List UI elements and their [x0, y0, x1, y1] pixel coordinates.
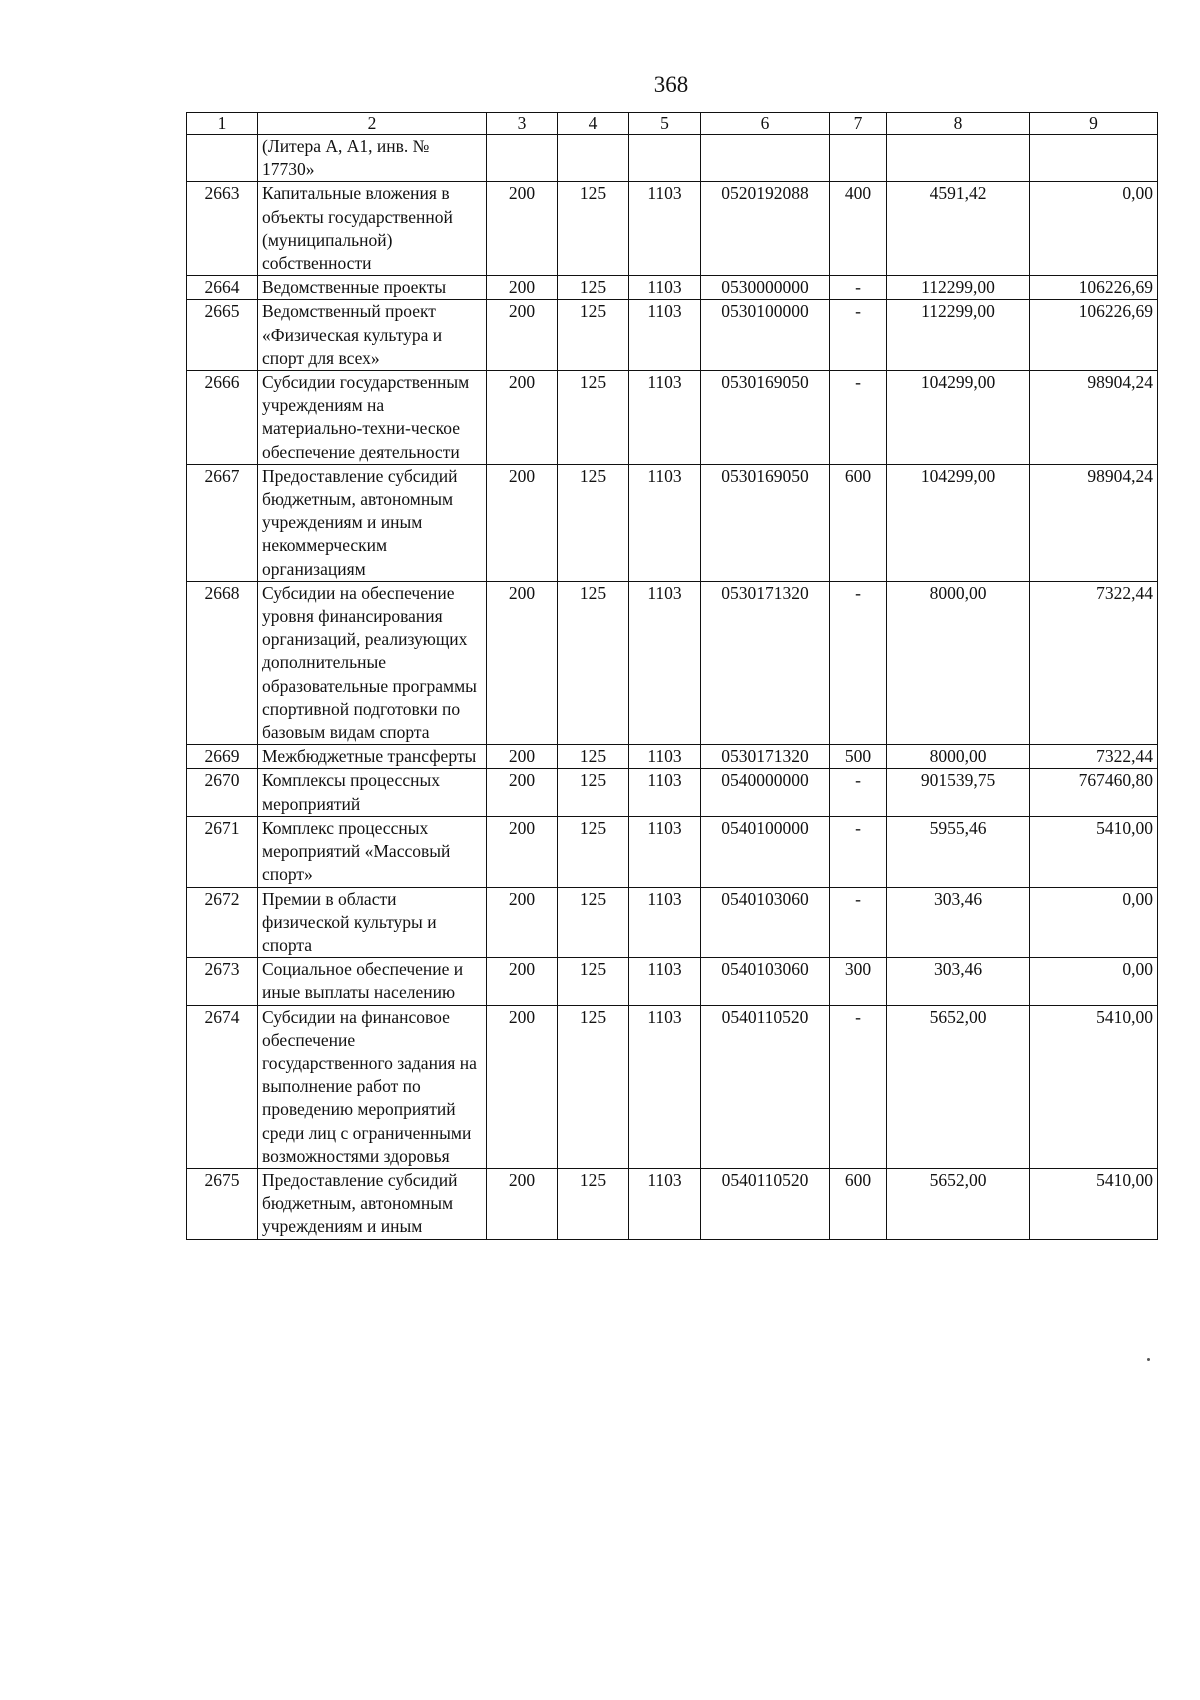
cell-col6: 0540000000 [701, 769, 830, 816]
cell-col9-amount: 98904,24 [1030, 464, 1158, 581]
row-number: 2668 [187, 581, 258, 744]
cell-col7: 600 [830, 1168, 887, 1239]
row-number: 2664 [187, 276, 258, 300]
cell-col7: - [830, 581, 887, 744]
cell-col6: 0530171320 [701, 745, 830, 769]
cell-col5: 1103 [629, 769, 701, 816]
row-number [187, 135, 258, 182]
cell-col5: 1103 [629, 581, 701, 744]
cell-col5: 1103 [629, 276, 701, 300]
cell-col8-amount: 104299,00 [887, 464, 1030, 581]
cell-col5: 1103 [629, 745, 701, 769]
col-header-5: 5 [629, 113, 701, 135]
row-number: 2669 [187, 745, 258, 769]
cell-col8-amount: 104299,00 [887, 371, 1030, 465]
cell-col6: 0540103060 [701, 887, 830, 958]
row-name: Капитальные вложения в объекты государственной (муниципальной) собственности [258, 182, 487, 276]
cell-col8-amount [887, 135, 1030, 182]
cell-col6: 0530171320 [701, 581, 830, 744]
row-name: Субсидии на финансовое обеспечение государственного задания на выполнение работ по проведению мероприятий среди лиц с ограниченными возможностями здоровья [258, 1005, 487, 1168]
cell-col5: 1103 [629, 1168, 701, 1239]
row-number: 2673 [187, 958, 258, 1005]
cell-col5: 1103 [629, 464, 701, 581]
cell-col9-amount: 7322,44 [1030, 581, 1158, 744]
col-header-1: 1 [187, 113, 258, 135]
table-row [187, 464, 1158, 581]
cell-col9-amount: 767460,80 [1030, 769, 1158, 816]
cell-col8-amount: 5955,46 [887, 816, 1030, 887]
cell-col6: 0530000000 [701, 276, 830, 300]
cell-col3: 200 [487, 1168, 558, 1239]
cell-col4: 125 [558, 958, 629, 1005]
row-name: Социальное обеспечение и иные выплаты населению [258, 958, 487, 1005]
col-header-4: 4 [558, 113, 629, 135]
table-row [187, 769, 1158, 816]
row-name: Предоставление субсидий бюджетным, автономным учреждениям и иным [258, 1168, 487, 1239]
cell-col4: 125 [558, 182, 629, 276]
row-number: 2675 [187, 1168, 258, 1239]
cell-col5: 1103 [629, 371, 701, 465]
cell-col3: 200 [487, 581, 558, 744]
cell-col6: 0520192088 [701, 182, 830, 276]
cell-col4: 125 [558, 300, 629, 371]
row-name: Премии в области физической культуры и спорта [258, 887, 487, 958]
cell-col5: 1103 [629, 300, 701, 371]
col-header-7: 7 [830, 113, 887, 135]
cell-col7 [830, 135, 887, 182]
table-row [187, 816, 1158, 887]
cell-col3: 200 [487, 769, 558, 816]
scan-speck [1147, 1358, 1150, 1361]
cell-col3: 200 [487, 745, 558, 769]
cell-col4: 125 [558, 887, 629, 958]
table-row [187, 958, 1158, 1005]
cell-col3: 200 [487, 816, 558, 887]
row-number: 2674 [187, 1005, 258, 1168]
table-row [187, 300, 1158, 371]
row-name: Субсидии на обеспечение уровня финансирования организаций, реализующих дополнительные образовательные программы спортивной подготовки по базовым видам спорта [258, 581, 487, 744]
cell-col6: 0540100000 [701, 816, 830, 887]
row-number: 2672 [187, 887, 258, 958]
row-name: Комплексы процессных мероприятий [258, 769, 487, 816]
cell-col8-amount: 303,46 [887, 887, 1030, 958]
budget-table [186, 112, 1158, 1240]
cell-col7: - [830, 300, 887, 371]
cell-col7: 500 [830, 745, 887, 769]
cell-col3: 200 [487, 371, 558, 465]
table-row [187, 887, 1158, 958]
table-body [187, 135, 1158, 1240]
cell-col7: 400 [830, 182, 887, 276]
cell-col9-amount: 5410,00 [1030, 816, 1158, 887]
cell-col9-amount: 7322,44 [1030, 745, 1158, 769]
cell-col3 [487, 135, 558, 182]
row-name: Межбюджетные трансферты [258, 745, 487, 769]
cell-col4: 125 [558, 745, 629, 769]
cell-col8-amount: 303,46 [887, 958, 1030, 1005]
cell-col9-amount: 0,00 [1030, 182, 1158, 276]
row-name: Предоставление субсидий бюджетным, автономным учреждениям и иным некоммерческим организациям [258, 464, 487, 581]
cell-col7: - [830, 371, 887, 465]
row-number: 2663 [187, 182, 258, 276]
row-name: Ведомственный проект «Физическая культура и спорт для всех» [258, 300, 487, 371]
col-header-8: 8 [887, 113, 1030, 135]
cell-col4: 125 [558, 464, 629, 581]
cell-col3: 200 [487, 1005, 558, 1168]
cell-col8-amount: 8000,00 [887, 581, 1030, 744]
cell-col8-amount: 901539,75 [887, 769, 1030, 816]
cell-col5: 1103 [629, 1005, 701, 1168]
cell-col8-amount: 8000,00 [887, 745, 1030, 769]
cell-col8-amount: 5652,00 [887, 1005, 1030, 1168]
col-header-3: 3 [487, 113, 558, 135]
cell-col6: 0540103060 [701, 958, 830, 1005]
cell-col8-amount: 5652,00 [887, 1168, 1030, 1239]
cell-col9-amount: 0,00 [1030, 958, 1158, 1005]
cell-col3: 200 [487, 464, 558, 581]
table-row [187, 182, 1158, 276]
cell-col8-amount: 112299,00 [887, 276, 1030, 300]
cell-col7: 300 [830, 958, 887, 1005]
row-name: Субсидии государственным учреждениям на материально-техни-ческое обеспечение деятельности [258, 371, 487, 465]
table-row [187, 276, 1158, 300]
cell-col6: 0530100000 [701, 300, 830, 371]
cell-col4: 125 [558, 816, 629, 887]
cell-col6 [701, 135, 830, 182]
table-header [187, 113, 1158, 135]
cell-col9-amount: 5410,00 [1030, 1005, 1158, 1168]
row-number: 2671 [187, 816, 258, 887]
table-row [187, 1005, 1158, 1168]
col-header-2: 2 [258, 113, 487, 135]
row-number: 2666 [187, 371, 258, 465]
cell-col5 [629, 135, 701, 182]
table-row [187, 371, 1158, 465]
cell-col9-amount [1030, 135, 1158, 182]
cell-col4: 125 [558, 769, 629, 816]
cell-col6: 0540110520 [701, 1005, 830, 1168]
cell-col3: 200 [487, 182, 558, 276]
cell-col9-amount: 106226,69 [1030, 300, 1158, 371]
table-row [187, 581, 1158, 744]
cell-col7: - [830, 1005, 887, 1168]
cell-col5: 1103 [629, 182, 701, 276]
table-row [187, 135, 1158, 182]
cell-col4: 125 [558, 371, 629, 465]
cell-col4: 125 [558, 1168, 629, 1239]
cell-col4: 125 [558, 1005, 629, 1168]
cell-col4 [558, 135, 629, 182]
cell-col7: - [830, 769, 887, 816]
cell-col5: 1103 [629, 887, 701, 958]
row-number: 2670 [187, 769, 258, 816]
cell-col6: 0530169050 [701, 371, 830, 465]
row-name: Ведомственные проекты [258, 276, 487, 300]
table-row [187, 1168, 1158, 1239]
cell-col6: 0540110520 [701, 1168, 830, 1239]
row-number: 2665 [187, 300, 258, 371]
cell-col4: 125 [558, 276, 629, 300]
cell-col9-amount: 106226,69 [1030, 276, 1158, 300]
table-row [187, 745, 1158, 769]
header-row [187, 113, 1158, 135]
cell-col9-amount: 0,00 [1030, 887, 1158, 958]
cell-col5: 1103 [629, 816, 701, 887]
row-number: 2667 [187, 464, 258, 581]
col-header-9: 9 [1030, 113, 1158, 135]
cell-col8-amount: 112299,00 [887, 300, 1030, 371]
cell-col6: 0530169050 [701, 464, 830, 581]
cell-col9-amount: 5410,00 [1030, 1168, 1158, 1239]
cell-col3: 200 [487, 887, 558, 958]
cell-col7: 600 [830, 464, 887, 581]
cell-col7: - [830, 276, 887, 300]
cell-col3: 200 [487, 300, 558, 371]
cell-col5: 1103 [629, 958, 701, 1005]
cell-col3: 200 [487, 276, 558, 300]
cell-col7: - [830, 887, 887, 958]
cell-col8-amount: 4591,42 [887, 182, 1030, 276]
row-name: (Литера А, А1, инв. № 17730» [258, 135, 487, 182]
cell-col9-amount: 98904,24 [1030, 371, 1158, 465]
cell-col7: - [830, 816, 887, 887]
row-name: Комплекс процессных мероприятий «Массовый спорт» [258, 816, 487, 887]
cell-col3: 200 [487, 958, 558, 1005]
page-number: 368 [653, 72, 689, 97]
cell-col4: 125 [558, 581, 629, 744]
col-header-6: 6 [701, 113, 830, 135]
